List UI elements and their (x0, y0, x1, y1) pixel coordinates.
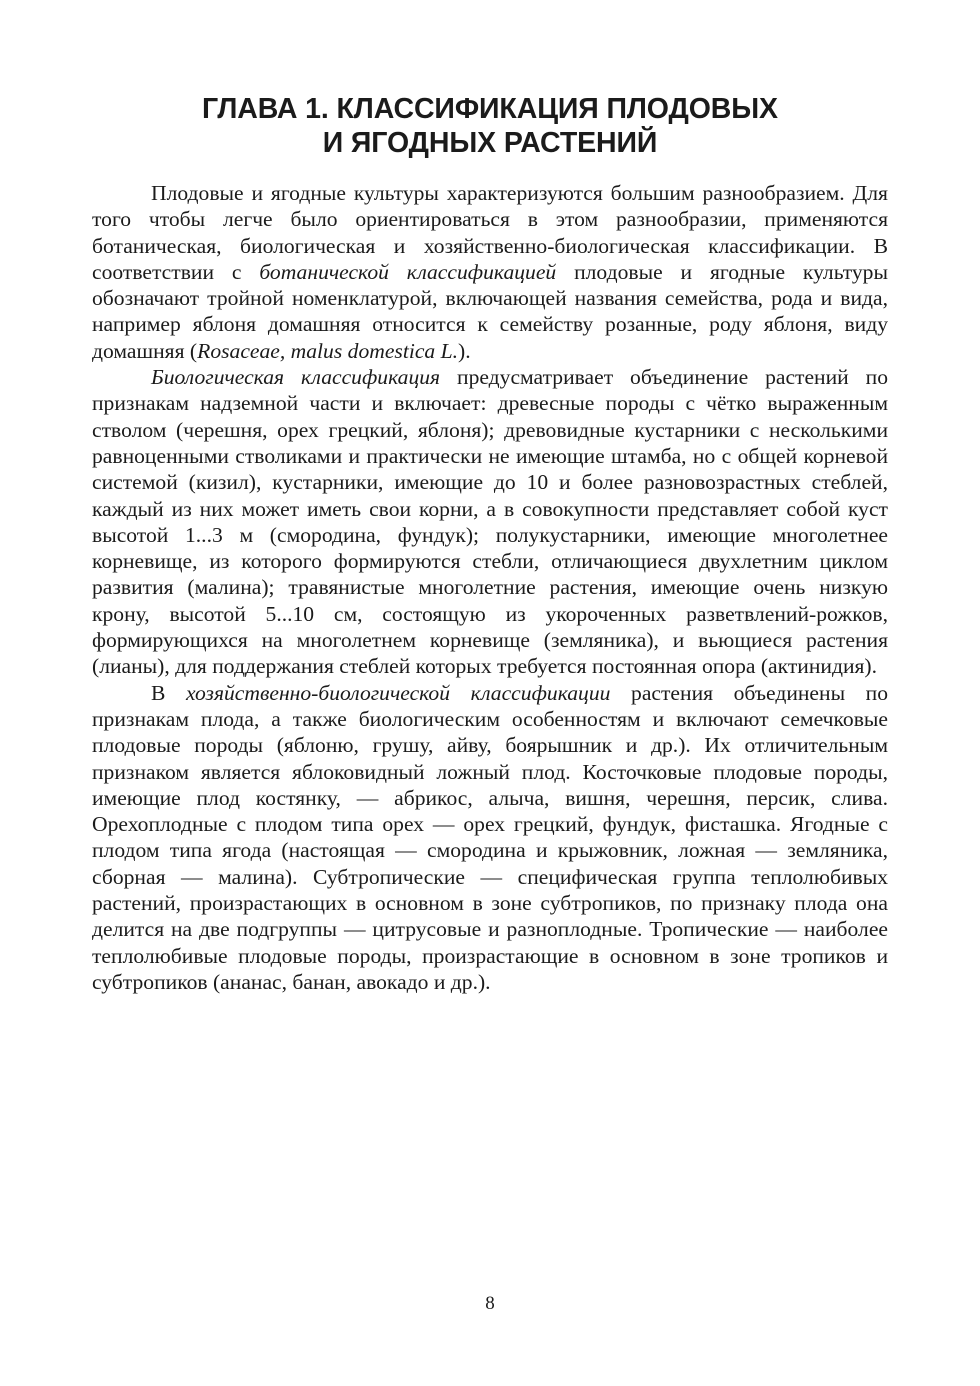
paragraph-economic-biological (92, 680, 888, 996)
italic-term-biological-classification: Биологическая классификация (151, 365, 441, 390)
chapter-heading-line-1: ГЛАВА 1. КЛАССИФИКАЦИЯ ПЛОДОВЫХ (202, 93, 778, 125)
italic-latin-name: Rosaceae, malus domestica L. (197, 338, 459, 363)
italic-term-economic-biological-classification: хозяйственно-биологической классификации (185, 680, 611, 705)
page-number: 8 (485, 1293, 495, 1314)
paragraph-biological (92, 364, 888, 680)
paragraph-text: плодовые и ягодные культуры обозначают тройной номенклатурой, включающей названия семейства, рода и вида, например яблоня домашняя относится к семейству розанные, роду яблоня, виду домашняя ( (92, 259, 888, 363)
paragraph-text: растения объединены по признакам плода, а также биологическим особенностям и включают семечковые плодовые породы (яблоню, грушу, айву, боярышник и др.). Их отличительным признаком является яблоковидный ложный плод. Косточковые плодовые породы, имеющие плод костянку, — абрикос, алыча, вишня, черешня, персик, слива. Орехоплодные с плодом типа орех — орех грецкий, фундук, фисташка. Ягодные с плодом типа ягода (настоящая — смородина и крыжовник, ложная — земляника, сборная — малина). Субтропические — специфическая группа теплолюбивых растений, произрастающих в основном в зоне субтропиков, по признаку плода она делится на две подгруппы — цитрусовые и разноплодные. Тропические — наиболее теплолюбивые плодовые породы, произрастающие в основном в зоне тропиков и субтропиков (ананас, банан, авокадо и др.). (92, 680, 888, 994)
italic-term-botanical-classification: ботанической классификацией (259, 259, 557, 284)
paragraph-botanical (92, 180, 888, 364)
chapter-heading-line-2: И ЯГОДНЫХ РАСТЕНИЙ (322, 127, 658, 159)
chapter-heading (92, 92, 888, 160)
paragraph-text: предусматривает объединение растений по признакам надземной части и включает: древесные породы с чётко выраженным стволом (черешня, орех грецкий, яблоня); древовидные кустарники с несколькими равноценными стволиками и практически не имеющие штамба, но с общей корневой системой (кизил), кустарники, имеющие до 10 и более разновозрастных стеблей, каждый из них может иметь свои корни, а в совокупности представляет собой куст высотой 1...3 м (смородина, фундук); полукустарники, имеющие многолетнее корневище, из которого формируются стебли, отличающиеся двухлетним циклом развития (малина); травянистые многолетние растения, имеющие очень низкую крону, высотой 5...10 см, состоящую из укороченных разветвлений-рожков, формирующихся на многолетнем корневище (земляника), и вьющиеся растения (лианы), для поддержания стеблей которых требуется постоянная опора (актинидия). (92, 365, 888, 679)
paragraph-text: В (151, 680, 186, 705)
paragraph-text: Плодовые и ягодные культуры характеризуются большим разнообразием. Для того чтобы легче было ориентироваться в этом разнообразии, применяются ботаническая, биологическая и хозяйственно-биологическая классификации. В соответствии с (92, 181, 888, 284)
paragraph-text: ). (458, 338, 471, 363)
body-text (92, 180, 888, 995)
